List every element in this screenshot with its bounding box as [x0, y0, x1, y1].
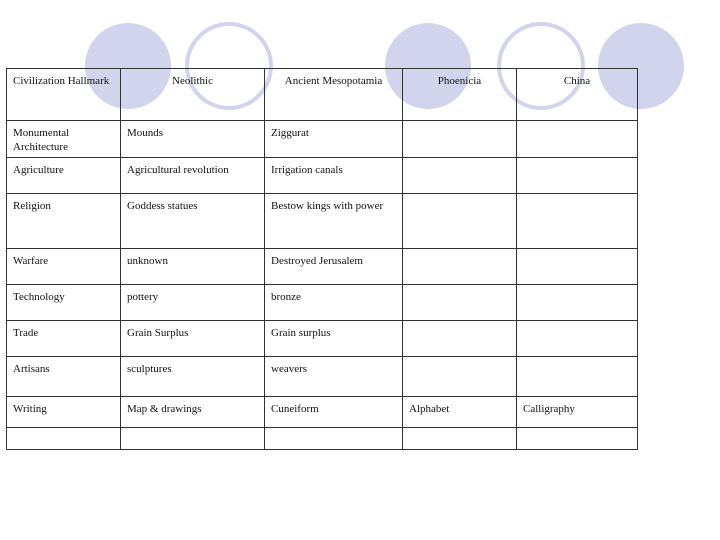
cell-china — [517, 158, 638, 194]
cell-neolithic: Mounds — [121, 121, 265, 158]
table-row — [7, 158, 638, 194]
cell-neolithic: Goddess statues — [121, 194, 265, 249]
cell-neolithic: Grain Surplus — [121, 321, 265, 357]
cell-mesopotamia — [265, 428, 403, 450]
cell-china — [517, 249, 638, 285]
row-label: Monumental Architecture — [7, 121, 121, 158]
cell-neolithic: sculptures — [121, 357, 265, 397]
cell-china: Calligraphy — [517, 397, 638, 428]
header-neolithic: Neolithic — [121, 69, 265, 121]
cell-mesopotamia: weavers — [265, 357, 403, 397]
cell-phoenicia — [403, 249, 517, 285]
table-header-row — [7, 69, 638, 121]
cell-china — [517, 428, 638, 450]
table-row — [7, 321, 638, 357]
cell-phoenicia — [403, 357, 517, 397]
cell-neolithic: unknown — [121, 249, 265, 285]
row-label: Artisans — [7, 357, 121, 397]
table-row — [7, 121, 638, 158]
cell-china — [517, 194, 638, 249]
cell-mesopotamia: Cuneiform — [265, 397, 403, 428]
row-label: Writing — [7, 397, 121, 428]
table-row — [7, 397, 638, 428]
cell-neolithic: pottery — [121, 285, 265, 321]
cell-phoenicia — [403, 285, 517, 321]
row-label — [7, 428, 121, 450]
table-row — [7, 194, 638, 249]
cell-mesopotamia: Bestow kings with power — [265, 194, 403, 249]
row-label: Agriculture — [7, 158, 121, 194]
cell-mesopotamia: Irrigation canals — [265, 158, 403, 194]
cell-neolithic: Map & drawings — [121, 397, 265, 428]
civilization-table — [6, 68, 638, 450]
cell-phoenicia — [403, 121, 517, 158]
cell-phoenicia — [403, 321, 517, 357]
header-china: China — [517, 69, 638, 121]
table-row — [7, 249, 638, 285]
row-label: Technology — [7, 285, 121, 321]
cell-china — [517, 321, 638, 357]
header-ancient-mesopotamia: Ancient Mesopotamia — [265, 69, 403, 121]
cell-neolithic: Agricultural revolution — [121, 158, 265, 194]
table-row — [7, 357, 638, 397]
cell-china — [517, 121, 638, 158]
table-row — [7, 285, 638, 321]
header-civilization-hallmark: Civilization Hallmark — [7, 69, 121, 121]
cell-mesopotamia: Grain surplus — [265, 321, 403, 357]
cell-neolithic — [121, 428, 265, 450]
cell-mesopotamia: Ziggurat — [265, 121, 403, 158]
cell-mesopotamia: bronze — [265, 285, 403, 321]
header-phoenicia: Phoenicia — [403, 69, 517, 121]
row-label: Trade — [7, 321, 121, 357]
table-row-empty — [7, 428, 638, 450]
cell-phoenicia: Alphabet — [403, 397, 517, 428]
row-label: Warfare — [7, 249, 121, 285]
cell-china — [517, 357, 638, 397]
cell-china — [517, 285, 638, 321]
cell-phoenicia — [403, 428, 517, 450]
cell-phoenicia — [403, 194, 517, 249]
cell-mesopotamia: Destroyed Jerusalem — [265, 249, 403, 285]
row-label: Religion — [7, 194, 121, 249]
cell-phoenicia — [403, 158, 517, 194]
